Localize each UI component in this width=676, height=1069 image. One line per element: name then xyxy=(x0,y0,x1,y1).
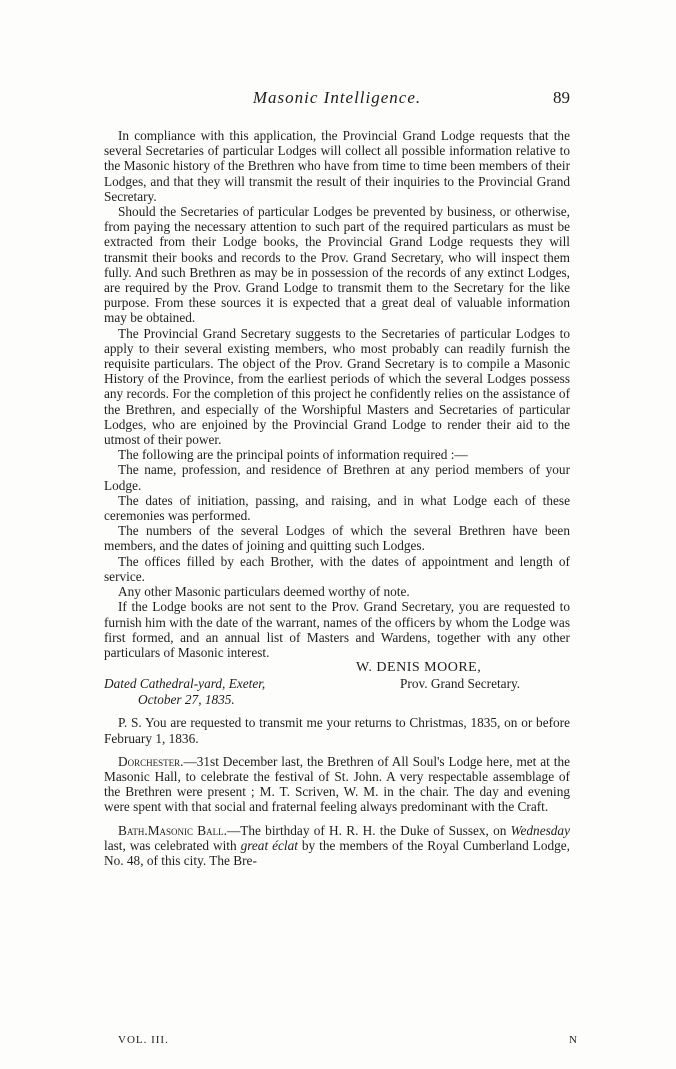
paragraph-suggestion: The Provincial Grand Secretary suggests to the Secretaries of particular Lodges to apply to their several existing members, who most probably can readily furnish the requisite particulars. The object of the Prov. Grand Secretary is to compile a Masonic History of the Province, from the earliest periods of which the several Lodges possess any records. For the completion of this project he confidently relies on the assistance of the Brethren, and especially of the Worshipful Masters and Secretaries of particular Lodges, who are enjoined by the Provincial Grand Lodge to render their aid to the utmost of their power. xyxy=(104,325,570,448)
signature-mark: N xyxy=(569,1034,578,1046)
article-body xyxy=(104,128,570,868)
bath-text-a: —The birthday of H. R. H. the Duke of Sussex, on xyxy=(226,822,511,838)
paragraph-name-profession: The name, profession, and residence of Brethren at any period members of your Lodge. xyxy=(104,462,570,493)
signatory-name: W. DENIS MOORE, xyxy=(356,660,482,676)
running-title: Masonic Intelligence. xyxy=(252,88,422,107)
paragraph-offices: The offices filled by each Brother, with the dates of appointment and length of service. xyxy=(104,553,570,584)
paragraph-lodge-books: If the Lodge books are not sent to the Prov. Grand Secretary, you are requested to furnish him with the date of the warrant, names of the officers by whom the Lodge was first formed, and an annual list of Masters and Wardens, together with any other particulars of Masonic interest. xyxy=(104,599,570,660)
bath-eclat: great éclat xyxy=(240,837,298,853)
paragraph-compliance: In compliance with this application, the Provincial Grand Lodge requests that the several Secretaries of particular Lodges will collect all possible information relative to the Masonic history of the Brethren who have from time to time been members of their Lodges, and that they will transmit the result of their inquiries to the Provincial Grand Secretary. xyxy=(104,128,570,204)
signature-date: October 27, 1835. xyxy=(138,692,235,708)
bath-text-b: last, was celebrated with xyxy=(104,837,241,853)
bath-day: Wednesday xyxy=(510,822,570,838)
paragraph-points-intro: The following are the principal points of information required :— xyxy=(118,447,468,463)
page-footer xyxy=(118,1034,578,1046)
dorchester-text: —31st December last, the Brethren of All Soul's Lodge here, met at the Masonic Hall, to celebrate the festival of St. John. A very respectable assemblage of the Brethren were present ; M. T. Scriven, W. M. in the chair. The day and evening were spent with that social and fraternal feeling always predominant with the Craft. xyxy=(104,753,570,815)
dated-line: Dated Cathedral-yard, Exeter, xyxy=(104,676,266,692)
bath-masonic-ball: Masonic Ball. xyxy=(147,822,227,838)
place-dorchester: Dorchester. xyxy=(118,753,184,769)
running-header xyxy=(104,88,570,114)
bath-report xyxy=(104,823,570,869)
paragraph-lodge-numbers: The numbers of the several Lodges of which the several Brethren have been members, and the dates of joining and quitting such Lodges. xyxy=(104,523,570,554)
signatory-role: Prov. Grand Secretary. xyxy=(400,676,521,692)
postscript: P. S. You are requested to transmit me your returns to Christmas, 1835, on or before February 1, 1836. xyxy=(104,715,570,746)
signature-block xyxy=(104,660,570,692)
paragraph-dates-initiation: The dates of initiation, passing, and raising, and in what Lodge each of these ceremonies was performed. xyxy=(104,492,570,524)
dorchester-report xyxy=(104,754,570,815)
place-bath: Bath. xyxy=(118,822,148,838)
page-number: 89 xyxy=(553,88,570,107)
bath-text-c: by the members of the Royal Cumberland Lodge, No. 48, of this city. The Bre- xyxy=(104,837,570,868)
paragraph-other-particulars: Any other Masonic particulars deemed worthy of note. xyxy=(118,584,410,600)
paragraph-secretaries: Should the Secretaries of particular Lodges be prevented by business, or otherwise, from paying the necessary attention to such part of the required particulars as must be extracted from their Lodge books, the Provincial Grand Lodge requests they will transmit their books and records to the Prov. Grand Secretary, who will inspect them fully. And such Brethren as may be in possession of the records of any extinct Lodges, are required by the Prov. Grand Lodge to transmit them to the Secretary for the like purpose. From these sources it is expected that a great deal of valuable information may be obtained. xyxy=(104,204,570,326)
volume-mark: VOL. III. xyxy=(118,1034,169,1046)
